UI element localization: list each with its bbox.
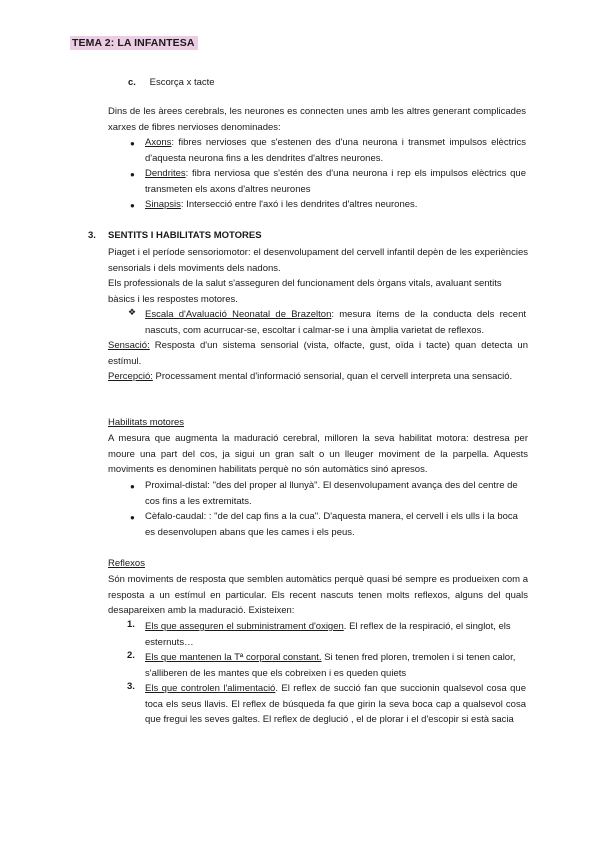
reflex-number: 3. <box>127 681 135 692</box>
reflex-item <box>145 619 526 650</box>
brazelton-text: : mesura ítems de la conducta dels recent nascuts, com acurrucar-se, escoltar i calmar-se i una àmplia varietat de reflexos. <box>145 309 526 336</box>
habilitats-heading: Habilitats motores <box>108 417 185 428</box>
piaget-paragraph: Piaget i el període sensoriomotor: el desenvolupament del cervell infantil depèn de les experiències sensorials i dels moviments dels nadons. <box>108 247 528 274</box>
fibre-dendrites <box>145 166 526 197</box>
reflex-text: . El reflex de succió fan que succionin qualsevol cosa que toca els seus llavis. El reflex de búsqueda fa que girin la seva boca cap a qualsevol cosa que fregui les seves galtes. El reflex de deglució , el de plorar i el d'escopir si està sacia <box>145 683 526 725</box>
fibre-term: Sinapsis <box>145 199 181 210</box>
reflex-number: 2. <box>127 650 135 661</box>
bullet-icon: ● <box>130 139 135 148</box>
fibre-text: : Intersecció entre l'axó i les dendrites d'altres neurones. <box>180 199 418 210</box>
item-c-letter: c. <box>128 77 136 88</box>
bullet-icon: ● <box>130 482 135 491</box>
bullet-icon: ● <box>130 513 135 522</box>
reflex-term: Els que controlen l'alimentació <box>145 683 276 694</box>
percepcio-text: Processament mental d'informació sensorial, quan el cervell interpreta una sensació. <box>152 371 513 382</box>
bullet-icon: ● <box>130 170 135 179</box>
fibre-text: : fibres nervioses que s'estenen des d'una neurona i transmet impulsos elèctrics d'aquesta neurona fins a les dendrites d'altres neurones. <box>145 137 526 164</box>
reflex-term: Els que asseguren el subministrament d'oxigen <box>145 621 344 632</box>
reflex-text: Si tenen fred ploren, tremolen i si tenen calor, s'alliberen de les mantes que els cobreixen i es queden quiets <box>145 652 516 679</box>
percepcio-term: Percepció: <box>108 371 153 382</box>
fibre-axons <box>145 135 526 166</box>
reflex-item <box>145 681 526 728</box>
sensacio-term: Sensació: <box>108 340 150 351</box>
habilitats-paragraph: A mesura que augmenta la maduració cerebral, milloren la seva habilitat motora: destresa per moure una part del cos, ja sigui un gran salt o un lleuger moviment de la parpella. Aquests moviments es denominen habilitats perquè no són automàtics sinó apresos. <box>108 433 528 475</box>
fibre-text: : fibra nerviosa que s'estén des d'una neurona i rep els impulsos elèctrics que transmeten els axons d'altres neurones <box>145 168 526 195</box>
page-title: TEMA 2: LA INFANTESA <box>70 36 198 50</box>
reflex-term: Els que mantenen la Tª corporal constant. <box>145 652 322 663</box>
sensacio-text: Resposta d'un sistema sensorial (vista, olfacte, gust, oïda i tacte) quan detecta un estímul. <box>108 340 528 367</box>
habilitat-item: Proximal-distal: "des del proper al llunyà". El desenvolupament avança des del centre de cos fins a les extremitats. <box>145 480 518 507</box>
intro-paragraph: Dins de les àrees cerebrals, les neurones es connecten unes amb les altres generant complicades xarxes de fibres nervioses denominades: <box>108 106 526 133</box>
reflexos-heading: Reflexos <box>108 558 145 569</box>
section-heading: SENTITS I HABILITATS MOTORES <box>108 230 262 241</box>
item-c <box>128 75 548 91</box>
fibre-term: Dendrites <box>145 168 186 179</box>
reflexos-paragraph: Són moviments de resposta que semblen automàtics perquè quasi bé sempre es produeixen com a resposta a un estímul en particular. Els recent nascuts tenen molts reflexos, alguns del quals desapareixen amb la maduració. Existeixen: <box>108 574 528 616</box>
section-number: 3. <box>88 230 96 241</box>
reflex-text: . El reflex de la respiració, el singlot, els esternuts… <box>145 621 511 648</box>
sensacio-paragraph <box>108 338 528 369</box>
diamond-bullet-icon: ❖ <box>128 307 137 317</box>
fibre-sinapsis <box>145 197 526 213</box>
brazelton-item <box>145 307 526 338</box>
reflex-number: 1. <box>127 619 135 630</box>
brazelton-term: Escala d'Avaluació Neonatal de Brazelton <box>145 309 332 320</box>
reflex-item <box>145 650 526 681</box>
bullet-icon: ● <box>130 201 135 210</box>
habilitat-item: Cèfalo-caudal: : "de del cap fins a la cua". D'aquesta manera, el cervell i els ulls i la boca es desenvolupen abans que les cames i els peus. <box>145 511 518 538</box>
percepcio-paragraph <box>108 369 528 385</box>
professionals-paragraph: Els professionals de la salut s'asseguren del funcionament dels òrgans vitals, avaluant sentits bàsics i les respostes motores. <box>108 278 502 305</box>
item-c-text: Escorça x tacte <box>149 77 215 88</box>
fibre-term: Axons <box>145 137 172 148</box>
